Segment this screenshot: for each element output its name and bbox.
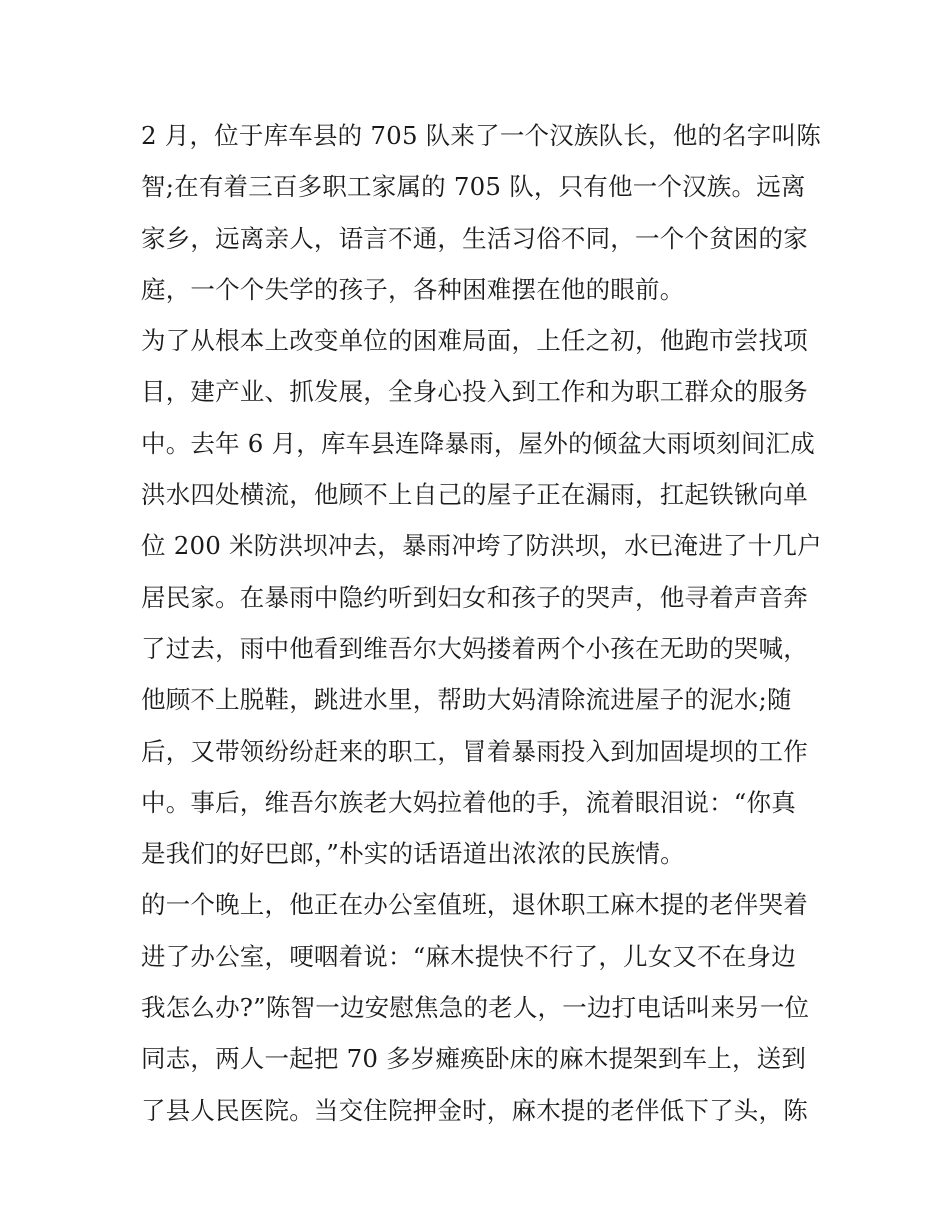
text-line: 的一个晚上，他正在办公室值班，退休职工麻木提的老伴哭着 bbox=[141, 890, 808, 920]
text-line: 是我们的好巴郎，”朴实的话语道出浓浓的民族情。 bbox=[141, 839, 685, 869]
text-line: 了过去，雨中他看到维吾尔大妈搂着两个小孩在无助的哭喊， bbox=[141, 633, 808, 663]
text-line: 进了办公室，哽咽着说：“麻木提快不行了，儿女又不在身边 bbox=[141, 941, 796, 971]
text-line: 后，又带领纷纷赶来的职工，冒着暴雨投入到加固堤坝的工作 bbox=[141, 736, 808, 766]
text-line: 他顾不上脱鞋，跳进水里，帮助大妈清除流进屋子的泥水;随 bbox=[141, 685, 792, 715]
text-line: 我怎么办?”陈智一边安慰焦急的老人，一边打电话叫来另一位 bbox=[141, 993, 810, 1023]
text-line: 家乡，远离亲人，语言不通，生活习俗不同，一个个贫困的家 bbox=[141, 223, 808, 253]
text-line: 同志，两人一起把 70 多岁瘫痪卧床的麻木提架到车上，送到 bbox=[141, 1044, 807, 1074]
text-line: 中。去年 6 月，库车县连降暴雨，屋外的倾盆大雨顷刻间汇成 bbox=[141, 428, 815, 458]
text-line: 智;在有着三百多职工家属的 705 队，只有他一个汉族。远离 bbox=[141, 172, 806, 202]
text-line: 为了从根本上改变单位的困难局面，上任之初，他跑市尝找项 bbox=[141, 326, 808, 356]
text-line: 居民家。在暴雨中隐约听到妇女和孩子的哭声，他寻着声音奔 bbox=[141, 582, 808, 612]
text-line: 2 月，位于库车县的 705 队来了一个汉族队长，他的名字叫陈 bbox=[141, 121, 821, 150]
text-line: 位 200 米防洪坝冲去，暴雨冲垮了防洪坝，水已淹进了十几户 bbox=[141, 531, 822, 561]
text-line: 目，建产业、抓发展，全身心投入到工作和为职工群众的服务 bbox=[141, 377, 808, 407]
text-line: 庭，一个个失学的孩子，各种困难摆在他的眼前。 bbox=[141, 274, 685, 304]
text-line: 洪水四处横流，他顾不上自己的屋子正在漏雨，扛起铁锹向单 bbox=[141, 480, 808, 510]
text-line: 中。事后，维吾尔族老大妈拉着他的手，流着眼泪说：“你真 bbox=[141, 787, 796, 817]
document-body bbox=[141, 110, 821, 1136]
text-line: 了县人民医院。当交住院押金时，麻木提的老伴低下了头，陈 bbox=[141, 1095, 808, 1125]
